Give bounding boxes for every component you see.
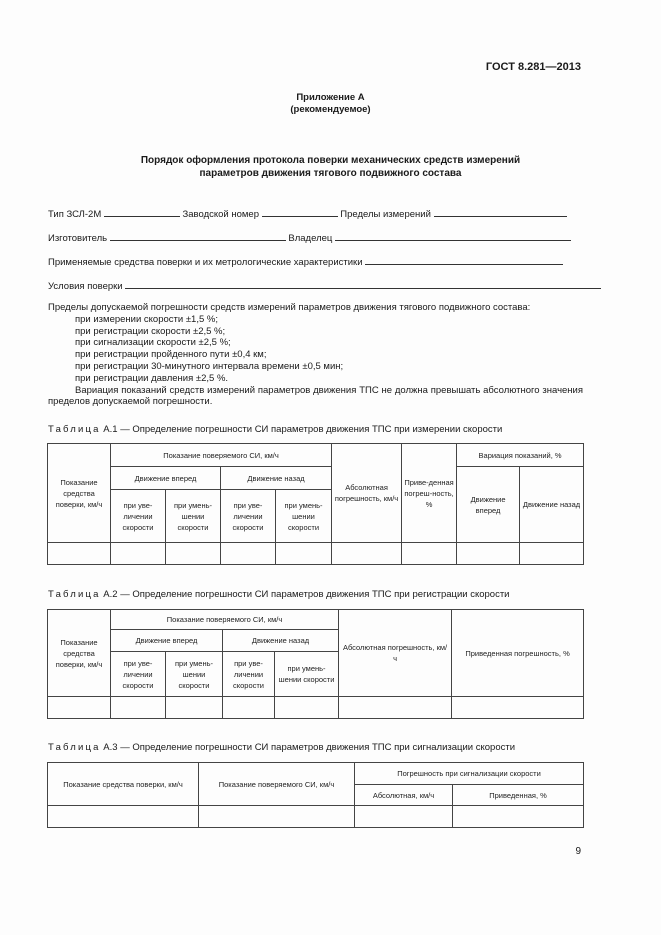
a1-var-forward-header: Движение вперед <box>457 467 520 543</box>
a2-increase-header: при уве-личении скорости <box>111 652 166 697</box>
a1-increase-header: при уве-личении скорости <box>111 490 166 543</box>
conditions-field <box>48 279 601 292</box>
a1-absolute-header: Абсолютная погрешность, км/ч <box>332 444 402 543</box>
table-row <box>48 543 584 565</box>
a3-reference-header: Показание средства поверки, км/ч <box>48 763 199 806</box>
type-label: Тип ЗСЛ-2М <box>48 209 102 220</box>
table-row <box>48 806 584 828</box>
empty-cell <box>355 806 453 828</box>
a3-device-header: Показание поверяемого СИ, км/ч <box>199 763 355 806</box>
table-a3-caption <box>48 742 515 753</box>
a2-forward-header: Движение вперед <box>111 630 223 652</box>
manufacturer-label: Изготовитель <box>48 233 108 244</box>
a1-decrease-header: при умень-шении скорости <box>166 490 221 543</box>
limits-blank <box>434 207 567 217</box>
a1-decrease-header: при умень-шении скорости <box>276 490 332 543</box>
limits-paragraph <box>48 302 583 408</box>
caption-text: А.2 — Определение погрешности СИ параметров движения ТПС при регистрации скорости <box>103 589 510 600</box>
a1-forward-header: Движение вперед <box>111 467 221 490</box>
empty-cell <box>520 543 584 565</box>
a2-absolute-header: Абсолютная погрешность, км/ч <box>339 610 452 697</box>
empty-cell <box>402 543 457 565</box>
limit-item: при регистрации скорости ±2,5 %; <box>75 325 226 337</box>
caption-word: Таблица <box>48 424 101 435</box>
empty-cell <box>276 543 332 565</box>
table-row <box>48 697 584 719</box>
caption-word: Таблица <box>48 742 101 753</box>
means-blank <box>365 255 563 265</box>
a1-device-header: Показание поверяемого СИ, км/ч <box>111 444 332 467</box>
table-a1 <box>47 443 584 565</box>
a2-increase-header: при уве-личении скорости <box>223 652 275 697</box>
empty-cell <box>457 543 520 565</box>
caption-word: Таблица <box>48 589 101 600</box>
caption-text: А.1 — Определение погрешности СИ параметров движения ТПС при измерении скорости <box>103 424 503 435</box>
type-blank <box>104 207 180 217</box>
means-label: Применяемые средства поверки и их метрологические характеристики <box>48 257 363 268</box>
a1-backward-header: Движение назад <box>221 467 332 490</box>
appendix-subtitle: (рекомендуемое) <box>290 104 371 115</box>
empty-cell <box>166 697 223 719</box>
conditions-blank <box>125 279 601 289</box>
table-a1-caption <box>48 424 502 435</box>
limit-item: при сигнализации скорости ±2,5 %; <box>75 337 231 349</box>
limits-intro: Пределы допускаемой погрешности средств измерений параметров движения тягового подвижного состава: <box>48 302 531 313</box>
a2-reference-header: Показание средства поверки, км/ч <box>48 610 111 697</box>
a1-var-backward-header: Движение назад <box>520 467 584 543</box>
manufacturer-blank <box>110 231 286 241</box>
type-field <box>48 207 567 220</box>
means-field <box>48 255 563 268</box>
empty-cell <box>332 543 402 565</box>
empty-cell <box>166 543 221 565</box>
table-a2 <box>47 609 584 719</box>
main-title-line2: параметров движения тягового подвижного состава <box>199 168 462 179</box>
empty-cell <box>339 697 452 719</box>
empty-cell <box>199 806 355 828</box>
a3-reduced-header: Приведенная, % <box>453 785 584 806</box>
caption-text: А.3 — Определение погрешности СИ параметров движения ТПС при сигнализации скорости <box>103 742 516 753</box>
a3-error-header: Погрешность при сигнализации скорости <box>355 763 584 785</box>
appendix-title: Приложение А <box>296 92 365 103</box>
a2-device-header: Показание поверяемого СИ, км/ч <box>111 610 339 630</box>
serial-label: Заводской номер <box>182 209 259 220</box>
empty-cell <box>111 697 166 719</box>
a1-variation-header: Вариация показаний, % <box>457 444 584 467</box>
manufacturer-field <box>48 231 571 244</box>
a3-absolute-header: Абсолютная, км/ч <box>355 785 453 806</box>
empty-cell <box>48 697 111 719</box>
empty-cell <box>452 697 584 719</box>
limit-item: при регистрации 30-минутного интервала времени ±0,5 мин; <box>75 360 344 372</box>
empty-cell <box>48 543 111 565</box>
a1-reduced-header: Приве-денная погреш-ность, % <box>402 444 457 543</box>
table-a2-caption <box>48 589 509 600</box>
conditions-label: Условия поверки <box>48 281 123 292</box>
empty-cell <box>275 697 339 719</box>
a2-decrease-header: при умень-шении скорости <box>166 652 223 697</box>
owner-blank <box>335 231 571 241</box>
empty-cell <box>223 697 275 719</box>
empty-cell <box>453 806 584 828</box>
document-code: ГОСТ 8.281—2013 <box>485 61 581 73</box>
empty-cell <box>48 806 199 828</box>
a1-increase-header: при уве-личении скорости <box>221 490 276 543</box>
limit-item: при регистрации пройденного пути ±0,4 км; <box>75 349 267 361</box>
a2-decrease-header: при умень-шении скорости <box>275 652 339 697</box>
variation-note: Вариация показаний средств измерений параметров движения ТПС не должна превышать абсолютного значения пределов допускаемой погрешности. <box>48 384 583 408</box>
table-a3 <box>47 762 584 828</box>
empty-cell <box>221 543 276 565</box>
main-title-line1: Порядок оформления протокола поверки механических средств измерений <box>140 155 521 166</box>
limits-label: Пределы измерений <box>340 209 431 220</box>
a1-reference-header: Показание средства поверки, км/ч <box>48 444 111 543</box>
a2-backward-header: Движение назад <box>223 630 339 652</box>
limit-item: при регистрации давления ±2,5 %. <box>75 372 229 384</box>
empty-cell <box>111 543 166 565</box>
owner-label: Владелец <box>288 233 333 244</box>
a2-reduced-header: Приведенная погрешность, % <box>452 610 584 697</box>
limit-item: при измерении скорости ±1,5 %; <box>75 313 218 325</box>
serial-blank <box>262 207 338 217</box>
page-number: 9 <box>575 846 581 857</box>
